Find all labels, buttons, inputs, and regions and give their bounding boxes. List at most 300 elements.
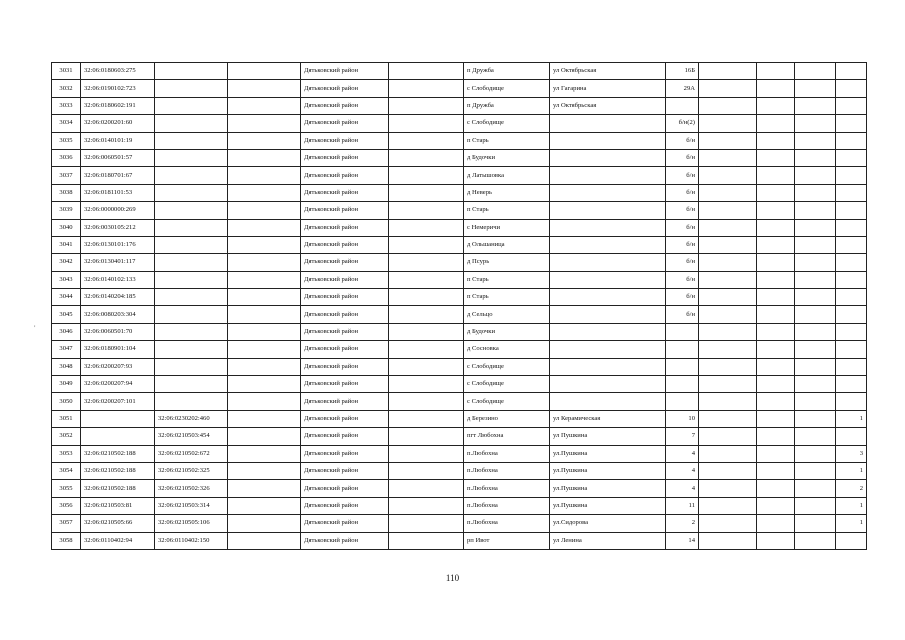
- column-11-cell: [757, 480, 795, 497]
- linked-cadastral-number-cell: 32:06:0210505:106: [155, 515, 228, 532]
- linked-cadastral-number-cell: 32:06:0110402:150: [155, 532, 228, 549]
- column-10-cell: [699, 532, 757, 549]
- street-cell: ул Октябрьская: [550, 63, 666, 80]
- column-12-cell: [795, 306, 836, 323]
- cadastral-number-cell: 32:06:0130401:117: [81, 254, 155, 271]
- column-12-cell: [795, 410, 836, 427]
- district-cell: Дятьковский район: [301, 167, 389, 184]
- table-row: [52, 219, 867, 236]
- cadastral-number-cell: 32:06:0200201:60: [81, 115, 155, 132]
- column-6-cell: [389, 97, 464, 114]
- street-cell: [550, 167, 666, 184]
- district-cell: Дятьковский район: [301, 219, 389, 236]
- district-cell: Дятьковский район: [301, 80, 389, 97]
- locality-cell: пгт Любохна: [464, 428, 550, 445]
- cadastral-number-cell: 32:06:0200207:93: [81, 358, 155, 375]
- linked-cadastral-number-cell: [155, 323, 228, 340]
- column-10-cell: [699, 149, 757, 166]
- column-12-cell: [795, 393, 836, 410]
- linked-cadastral-number-cell: [155, 254, 228, 271]
- column-4-cell: [228, 289, 301, 306]
- street-cell: [550, 254, 666, 271]
- street-cell: ул Ленина: [550, 532, 666, 549]
- column-12-cell: [795, 115, 836, 132]
- column-10-cell: [699, 236, 757, 253]
- column-10-cell: [699, 167, 757, 184]
- cadastral-number-cell: 32:06:0180701:67: [81, 167, 155, 184]
- column-4-cell: [228, 254, 301, 271]
- house-number-cell: [666, 341, 699, 358]
- house-number-cell: б/н: [666, 167, 699, 184]
- column-6-cell: [389, 167, 464, 184]
- locality-cell: п Дружба: [464, 63, 550, 80]
- locality-cell: п.Любохна: [464, 497, 550, 514]
- house-number-cell: [666, 97, 699, 114]
- locality-cell: д Будочки: [464, 149, 550, 166]
- street-cell: [550, 341, 666, 358]
- street-cell: [550, 306, 666, 323]
- district-cell: Дятьковский район: [301, 428, 389, 445]
- quantity-cell: 1: [836, 515, 867, 532]
- table-row: [52, 80, 867, 97]
- column-6-cell: [389, 323, 464, 340]
- column-6-cell: [389, 358, 464, 375]
- street-cell: ул.Пушкина: [550, 480, 666, 497]
- column-4-cell: [228, 428, 301, 445]
- house-number-cell: 10: [666, 410, 699, 427]
- registry-table-body: [52, 63, 867, 550]
- column-10-cell: [699, 376, 757, 393]
- column-6-cell: [389, 132, 464, 149]
- row-number-cell: 3044: [52, 289, 81, 306]
- row-number-cell: 3045: [52, 306, 81, 323]
- quantity-cell: [836, 97, 867, 114]
- column-11-cell: [757, 341, 795, 358]
- house-number-cell: 4: [666, 462, 699, 479]
- cadastral-number-cell: 32:06:0200207:94: [81, 376, 155, 393]
- column-10-cell: [699, 271, 757, 288]
- house-number-cell: 14: [666, 532, 699, 549]
- house-number-cell: б/н: [666, 271, 699, 288]
- locality-cell: д Сельцо: [464, 306, 550, 323]
- row-number-cell: 3039: [52, 202, 81, 219]
- column-11-cell: [757, 515, 795, 532]
- column-10-cell: [699, 306, 757, 323]
- column-4-cell: [228, 445, 301, 462]
- column-11-cell: [757, 358, 795, 375]
- column-12-cell: [795, 236, 836, 253]
- district-cell: Дятьковский район: [301, 63, 389, 80]
- district-cell: Дятьковский район: [301, 236, 389, 253]
- column-11-cell: [757, 393, 795, 410]
- column-4-cell: [228, 410, 301, 427]
- district-cell: Дятьковский район: [301, 358, 389, 375]
- house-number-cell: б/н: [666, 132, 699, 149]
- house-number-cell: [666, 358, 699, 375]
- quantity-cell: [836, 306, 867, 323]
- table-row: [52, 358, 867, 375]
- column-4-cell: [228, 497, 301, 514]
- district-cell: Дятьковский район: [301, 115, 389, 132]
- column-6-cell: [389, 497, 464, 514]
- column-4-cell: [228, 462, 301, 479]
- cadastral-number-cell: 32:06:0180901:104: [81, 341, 155, 358]
- column-12-cell: [795, 167, 836, 184]
- column-12-cell: [795, 358, 836, 375]
- quantity-cell: [836, 202, 867, 219]
- row-number-cell: 3054: [52, 462, 81, 479]
- district-cell: Дятьковский район: [301, 132, 389, 149]
- row-number-cell: 3036: [52, 149, 81, 166]
- column-11-cell: [757, 462, 795, 479]
- locality-cell: п Старь: [464, 289, 550, 306]
- cadastral-number-cell: 32:06:0060501:70: [81, 323, 155, 340]
- table-row: [52, 271, 867, 288]
- quantity-cell: [836, 236, 867, 253]
- linked-cadastral-number-cell: [155, 184, 228, 201]
- column-10-cell: [699, 254, 757, 271]
- street-cell: [550, 323, 666, 340]
- cadastral-number-cell: 32:06:0210505:66: [81, 515, 155, 532]
- district-cell: Дятьковский район: [301, 480, 389, 497]
- column-10-cell: [699, 410, 757, 427]
- column-6-cell: [389, 202, 464, 219]
- table-row: [52, 462, 867, 479]
- linked-cadastral-number-cell: [155, 376, 228, 393]
- column-6-cell: [389, 515, 464, 532]
- column-4-cell: [228, 323, 301, 340]
- locality-cell: рп Ивот: [464, 532, 550, 549]
- quantity-cell: [836, 289, 867, 306]
- column-10-cell: [699, 80, 757, 97]
- column-6-cell: [389, 341, 464, 358]
- row-number-cell: 3056: [52, 497, 81, 514]
- column-4-cell: [228, 376, 301, 393]
- column-11-cell: [757, 289, 795, 306]
- column-10-cell: [699, 480, 757, 497]
- column-12-cell: [795, 532, 836, 549]
- cadastral-number-cell: 32:06:0140102:133: [81, 271, 155, 288]
- table-row: [52, 97, 867, 114]
- column-6-cell: [389, 184, 464, 201]
- column-11-cell: [757, 149, 795, 166]
- house-number-cell: 11: [666, 497, 699, 514]
- district-cell: Дятьковский район: [301, 445, 389, 462]
- column-6-cell: [389, 254, 464, 271]
- column-11-cell: [757, 410, 795, 427]
- linked-cadastral-number-cell: [155, 306, 228, 323]
- locality-cell: д Псурь: [464, 254, 550, 271]
- column-4-cell: [228, 167, 301, 184]
- house-number-cell: 4: [666, 445, 699, 462]
- street-cell: ул Гагарина: [550, 80, 666, 97]
- quantity-cell: [836, 132, 867, 149]
- linked-cadastral-number-cell: [155, 167, 228, 184]
- locality-cell: с Слободище: [464, 358, 550, 375]
- quantity-cell: [836, 323, 867, 340]
- row-number-cell: 3049: [52, 376, 81, 393]
- district-cell: Дятьковский район: [301, 393, 389, 410]
- column-12-cell: [795, 202, 836, 219]
- table-row: [52, 149, 867, 166]
- quantity-cell: [836, 358, 867, 375]
- row-number-cell: 3050: [52, 393, 81, 410]
- house-number-cell: б/н: [666, 306, 699, 323]
- column-12-cell: [795, 289, 836, 306]
- cadastral-number-cell: 32:06:0210503:81: [81, 497, 155, 514]
- column-12-cell: [795, 376, 836, 393]
- house-number-cell: б/н: [666, 236, 699, 253]
- column-12-cell: [795, 271, 836, 288]
- column-11-cell: [757, 80, 795, 97]
- row-number-cell: 3051: [52, 410, 81, 427]
- district-cell: Дятьковский район: [301, 341, 389, 358]
- scan-artifact-left: ,: [34, 322, 36, 328]
- column-11-cell: [757, 63, 795, 80]
- column-12-cell: [795, 497, 836, 514]
- column-6-cell: [389, 80, 464, 97]
- column-12-cell: [795, 341, 836, 358]
- table-row: [52, 497, 867, 514]
- column-6-cell: [389, 289, 464, 306]
- column-11-cell: [757, 376, 795, 393]
- table-row: [52, 254, 867, 271]
- row-number-cell: 3055: [52, 480, 81, 497]
- quantity-cell: [836, 271, 867, 288]
- column-6-cell: [389, 428, 464, 445]
- column-12-cell: [795, 149, 836, 166]
- locality-cell: с Слободище: [464, 376, 550, 393]
- district-cell: Дятьковский район: [301, 254, 389, 271]
- district-cell: Дятьковский район: [301, 97, 389, 114]
- column-6-cell: [389, 271, 464, 288]
- linked-cadastral-number-cell: [155, 358, 228, 375]
- column-4-cell: [228, 515, 301, 532]
- quantity-cell: [836, 341, 867, 358]
- linked-cadastral-number-cell: [155, 219, 228, 236]
- district-cell: Дятьковский район: [301, 271, 389, 288]
- district-cell: Дятьковский район: [301, 515, 389, 532]
- street-cell: [550, 376, 666, 393]
- linked-cadastral-number-cell: 32:06:0210503:454: [155, 428, 228, 445]
- column-11-cell: [757, 167, 795, 184]
- house-number-cell: [666, 323, 699, 340]
- table-row: [52, 236, 867, 253]
- column-12-cell: [795, 254, 836, 271]
- locality-cell: д Ольшаница: [464, 236, 550, 253]
- house-number-cell: 29А: [666, 80, 699, 97]
- street-cell: [550, 132, 666, 149]
- row-number-cell: 3043: [52, 271, 81, 288]
- street-cell: ул.Пушкина: [550, 445, 666, 462]
- house-number-cell: 7: [666, 428, 699, 445]
- column-6-cell: [389, 63, 464, 80]
- house-number-cell: б/н: [666, 289, 699, 306]
- column-12-cell: [795, 445, 836, 462]
- cadastral-number-cell: 32:06:0181101:53: [81, 184, 155, 201]
- locality-cell: с Немеричи: [464, 219, 550, 236]
- table-row: [52, 115, 867, 132]
- house-number-cell: б/н: [666, 149, 699, 166]
- column-10-cell: [699, 497, 757, 514]
- column-4-cell: [228, 393, 301, 410]
- column-6-cell: [389, 462, 464, 479]
- linked-cadastral-number-cell: [155, 393, 228, 410]
- street-cell: [550, 184, 666, 201]
- district-cell: Дятьковский район: [301, 149, 389, 166]
- linked-cadastral-number-cell: 32:06:0210502:325: [155, 462, 228, 479]
- linked-cadastral-number-cell: [155, 289, 228, 306]
- column-12-cell: [795, 132, 836, 149]
- table-row: [52, 515, 867, 532]
- street-cell: [550, 149, 666, 166]
- column-4-cell: [228, 184, 301, 201]
- quantity-cell: [836, 80, 867, 97]
- linked-cadastral-number-cell: [155, 202, 228, 219]
- column-12-cell: [795, 428, 836, 445]
- column-12-cell: [795, 462, 836, 479]
- row-number-cell: 3040: [52, 219, 81, 236]
- table-row: [52, 167, 867, 184]
- linked-cadastral-number-cell: [155, 80, 228, 97]
- street-cell: [550, 202, 666, 219]
- quantity-cell: [836, 149, 867, 166]
- locality-cell: д Березино: [464, 410, 550, 427]
- quantity-cell: 1: [836, 497, 867, 514]
- cadastral-number-cell: 32:06:0210502:188: [81, 480, 155, 497]
- house-number-cell: б/н: [666, 184, 699, 201]
- table-row: [52, 376, 867, 393]
- column-12-cell: [795, 63, 836, 80]
- house-number-cell: б/н: [666, 202, 699, 219]
- street-cell: ул Октябрьская: [550, 97, 666, 114]
- house-number-cell: б/н: [666, 254, 699, 271]
- column-4-cell: [228, 271, 301, 288]
- column-10-cell: [699, 445, 757, 462]
- house-number-cell: б/н: [666, 219, 699, 236]
- cadastral-number-cell: 32:06:0000000:269: [81, 202, 155, 219]
- locality-cell: с Слободище: [464, 393, 550, 410]
- locality-cell: п Старь: [464, 132, 550, 149]
- street-cell: [550, 358, 666, 375]
- quantity-cell: [836, 376, 867, 393]
- column-10-cell: [699, 462, 757, 479]
- locality-cell: д Будочки: [464, 323, 550, 340]
- row-number-cell: 3053: [52, 445, 81, 462]
- column-10-cell: [699, 428, 757, 445]
- house-number-cell: [666, 376, 699, 393]
- quantity-cell: 3: [836, 445, 867, 462]
- column-10-cell: [699, 289, 757, 306]
- table-row: [52, 480, 867, 497]
- column-12-cell: [795, 515, 836, 532]
- row-number-cell: 3058: [52, 532, 81, 549]
- cadastral-number-cell: 32:06:0180602:191: [81, 97, 155, 114]
- column-11-cell: [757, 97, 795, 114]
- row-number-cell: 3034: [52, 115, 81, 132]
- column-6-cell: [389, 219, 464, 236]
- column-10-cell: [699, 393, 757, 410]
- registry-table: [51, 62, 867, 550]
- column-4-cell: [228, 63, 301, 80]
- cadastral-number-cell: 32:06:0190102:723: [81, 80, 155, 97]
- street-cell: [550, 115, 666, 132]
- column-11-cell: [757, 532, 795, 549]
- column-4-cell: [228, 149, 301, 166]
- column-11-cell: [757, 254, 795, 271]
- page-number: 110: [445, 573, 460, 583]
- column-4-cell: [228, 115, 301, 132]
- column-6-cell: [389, 306, 464, 323]
- cadastral-number-cell: 32:06:0140204:185: [81, 289, 155, 306]
- row-number-cell: 3057: [52, 515, 81, 532]
- cadastral-number-cell: [81, 410, 155, 427]
- street-cell: ул.Сидорова: [550, 515, 666, 532]
- column-11-cell: [757, 323, 795, 340]
- row-number-cell: 3035: [52, 132, 81, 149]
- column-6-cell: [389, 445, 464, 462]
- row-number-cell: 3042: [52, 254, 81, 271]
- column-4-cell: [228, 532, 301, 549]
- column-4-cell: [228, 306, 301, 323]
- column-11-cell: [757, 428, 795, 445]
- table-row: [52, 445, 867, 462]
- table-row: [52, 393, 867, 410]
- table-row: [52, 202, 867, 219]
- column-4-cell: [228, 97, 301, 114]
- street-cell: ул Керамическая: [550, 410, 666, 427]
- quantity-cell: 1: [836, 410, 867, 427]
- linked-cadastral-number-cell: [155, 115, 228, 132]
- linked-cadastral-number-cell: 32:06:0210502:326: [155, 480, 228, 497]
- cadastral-number-cell: 32:06:0200207:101: [81, 393, 155, 410]
- house-number-cell: 16Б: [666, 63, 699, 80]
- column-6-cell: [389, 480, 464, 497]
- table-row: [52, 184, 867, 201]
- street-cell: [550, 219, 666, 236]
- district-cell: Дятьковский район: [301, 410, 389, 427]
- house-number-cell: 4: [666, 480, 699, 497]
- column-10-cell: [699, 63, 757, 80]
- cadastral-number-cell: 32:06:0110402:94: [81, 532, 155, 549]
- column-6-cell: [389, 115, 464, 132]
- cadastral-number-cell: 32:06:0030105:212: [81, 219, 155, 236]
- house-number-cell: б/н(2): [666, 115, 699, 132]
- row-number-cell: 3037: [52, 167, 81, 184]
- quantity-cell: 2: [836, 480, 867, 497]
- column-4-cell: [228, 480, 301, 497]
- quantity-cell: 1: [836, 462, 867, 479]
- locality-cell: с Слободище: [464, 80, 550, 97]
- house-number-cell: 2: [666, 515, 699, 532]
- column-11-cell: [757, 115, 795, 132]
- locality-cell: д Сосновка: [464, 341, 550, 358]
- locality-cell: д Латышовка: [464, 167, 550, 184]
- cadastral-number-cell: 32:06:0140101:19: [81, 132, 155, 149]
- linked-cadastral-number-cell: 32:06:0210502:672: [155, 445, 228, 462]
- column-12-cell: [795, 80, 836, 97]
- column-4-cell: [228, 80, 301, 97]
- table-row: [52, 532, 867, 549]
- row-number-cell: 3047: [52, 341, 81, 358]
- column-4-cell: [228, 236, 301, 253]
- cadastral-number-cell: 32:06:0180603:275: [81, 63, 155, 80]
- column-11-cell: [757, 184, 795, 201]
- quantity-cell: [836, 184, 867, 201]
- district-cell: Дятьковский район: [301, 202, 389, 219]
- cadastral-number-cell: 32:06:0060501:57: [81, 149, 155, 166]
- column-11-cell: [757, 497, 795, 514]
